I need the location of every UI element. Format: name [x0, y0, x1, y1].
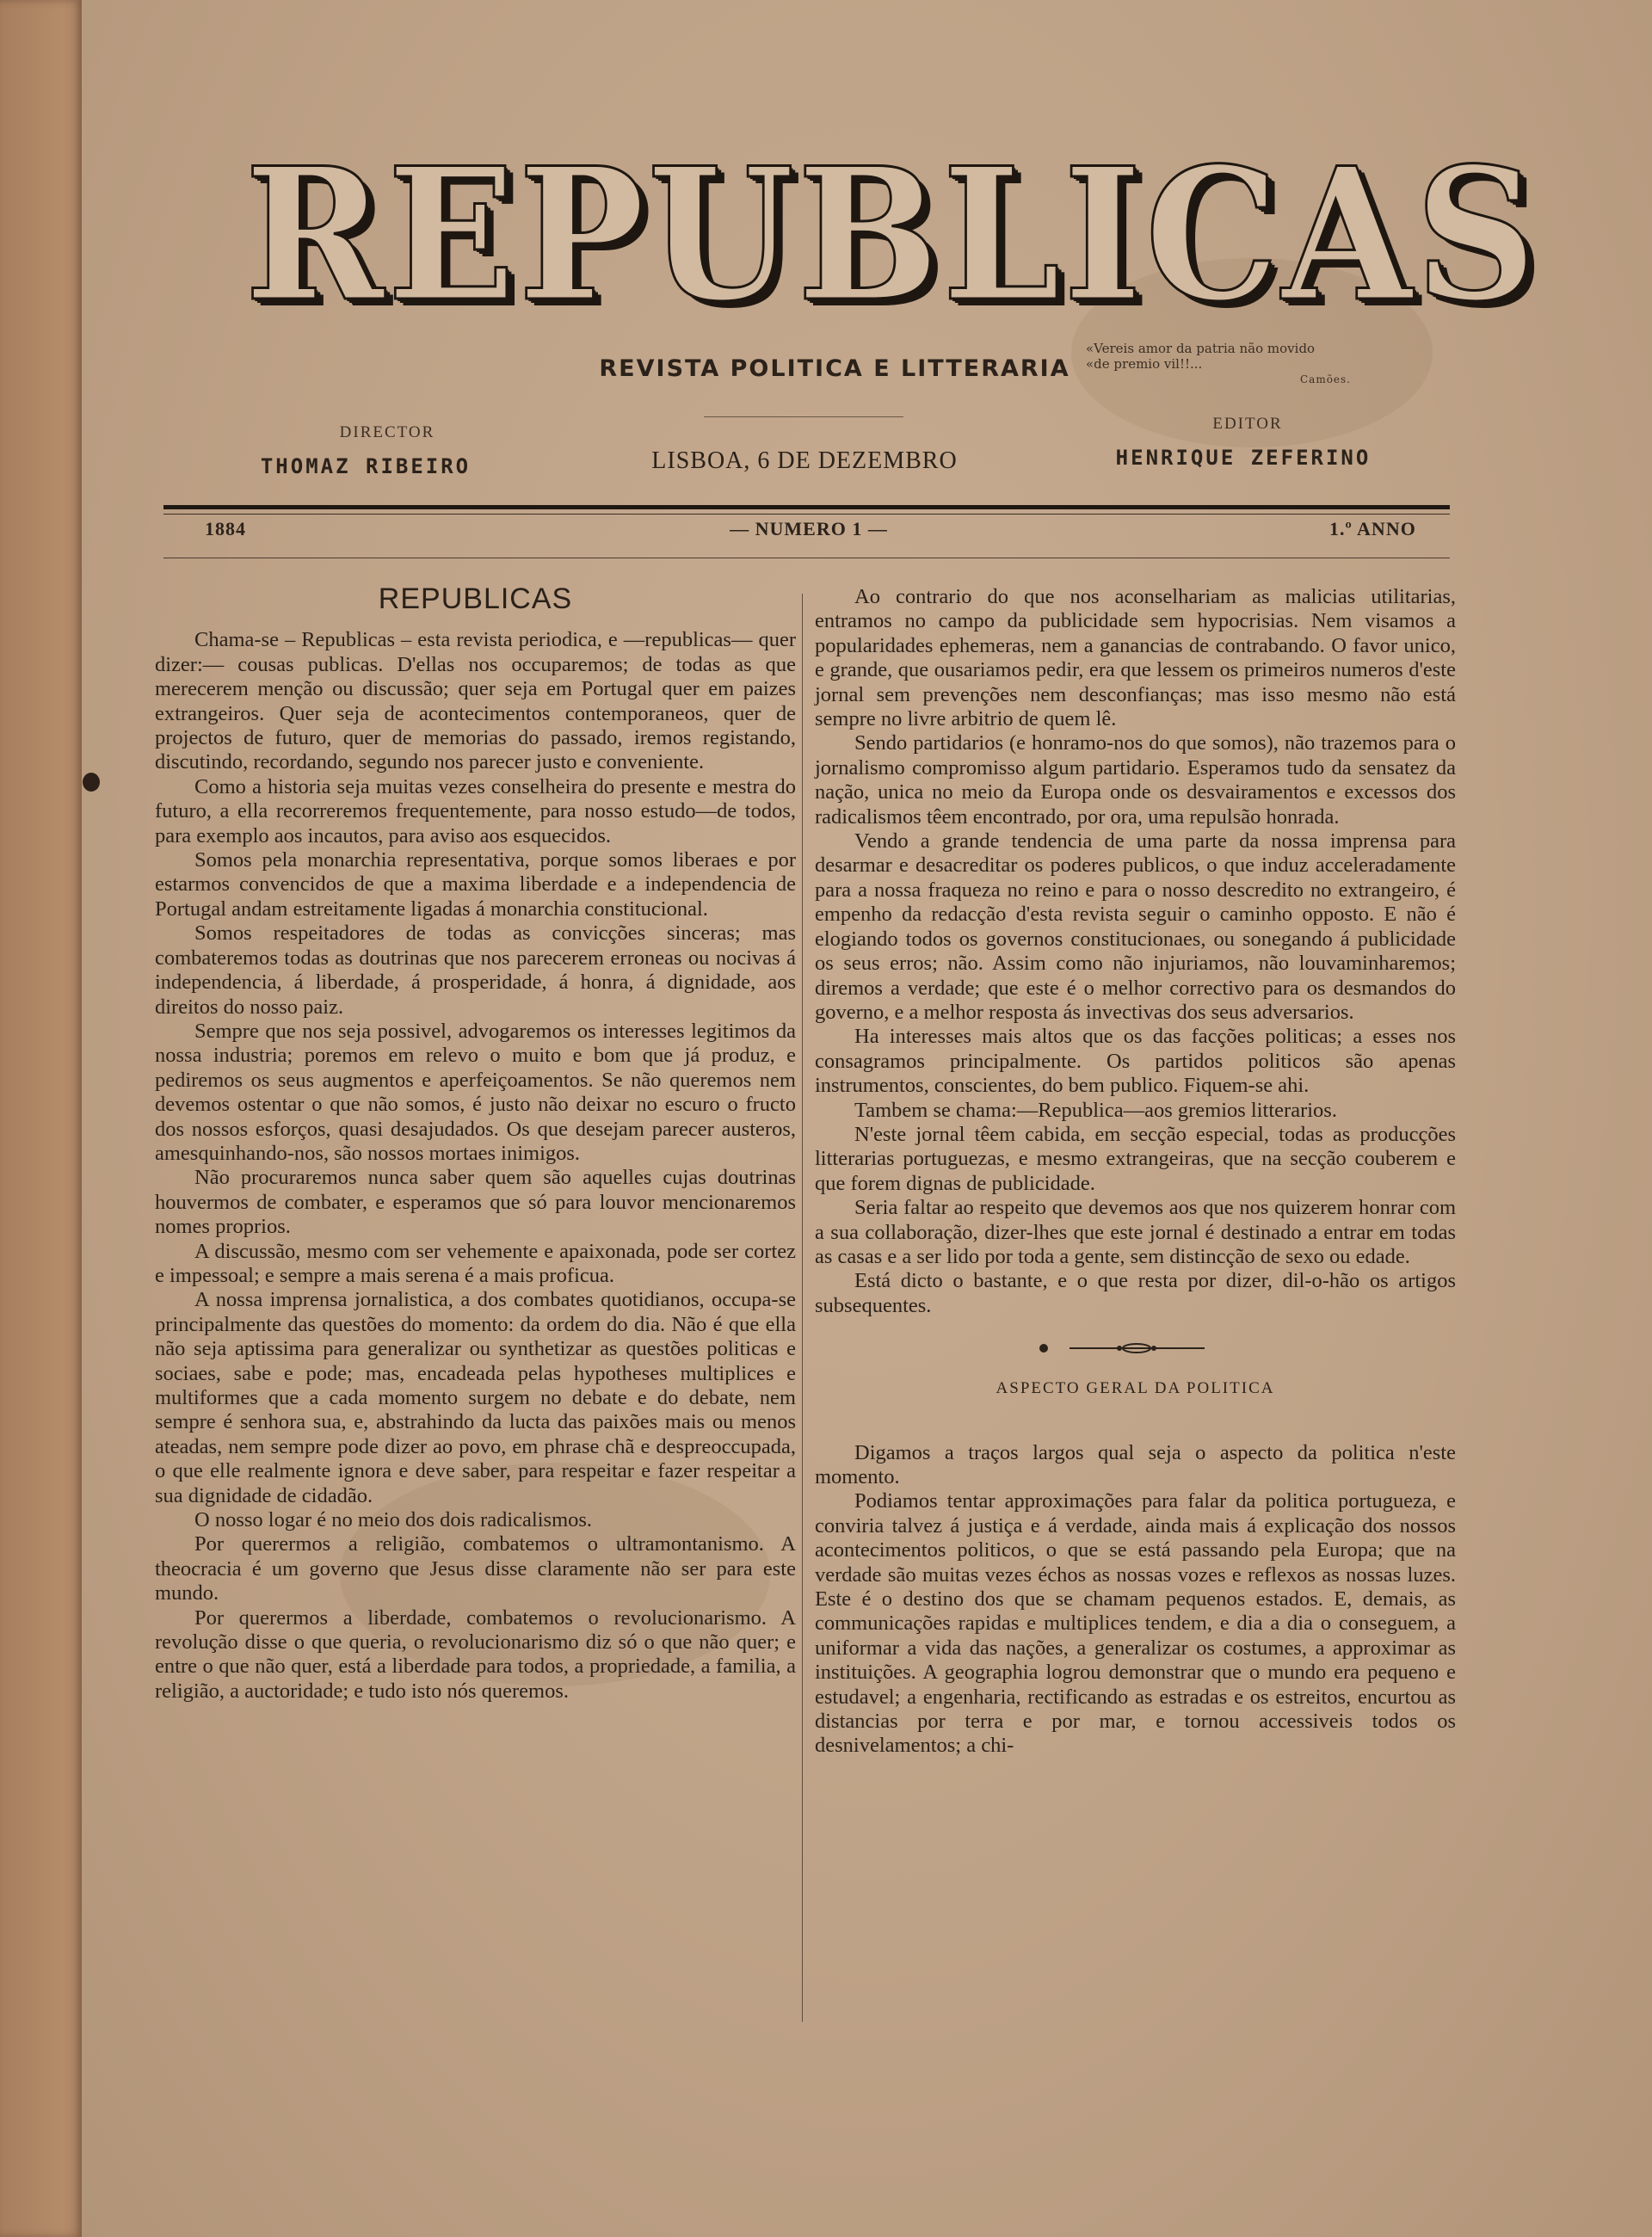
- article-paragraph: Vendo a grande tendencia de uma parte da nossa imprensa para desarmar e desacreditar os poderes publicos, o que induz acceleradamente para a nossa fraqueza no reino e para o nosso descredito no extrangeiro, é empenho da redacção d'esta revista seguir o caminho opposto. E não é elogiando todos os governos constitucionaes, ou sonegando á publicidade os seus erros; não. Assim como não injuriamos, não louvaminharemos; diremos a verdade; que este é o melhor correctivo para os desmandos do governo, e a melhor resposta ás invectivas dos seus adversarios.: [815, 829, 1456, 1024]
- article-paragraph: Por querermos a liberdade, combatemos o revolucionarismo. A revolução disse o que queria, o revolucionarismo diz só o que não quer; e entre o que não quer, está a liberdade para todos, a propriedade, a familia, a religião, a auctoridade; e tudo isto nós queremos.: [155, 1605, 796, 1703]
- header-rule-thick: [163, 505, 1450, 509]
- section-title: ASPECTO GERAL DA POLITICA: [996, 1379, 1275, 1398]
- article-paragraph: A discussão, mesmo com ser vehemente e apaixonada, pode ser cortez e impessoal; e sempre a mais serena é a mais proficua.: [155, 1239, 796, 1287]
- epigraph-line: «de premio vil!!...: [1086, 356, 1203, 372]
- header-rule-thin: [163, 514, 1450, 515]
- article-paragraph: Ha interesses mais altos que os das facções politicas; a esses nos consagramos principalmente. Os partidos politicos são apenas instrumentos, conscientes, do bem publico. Fiquem-se ahi.: [815, 1025, 1456, 1098]
- article-paragraph: Sempre que nos seja possivel, advogaremos os interesses legitimos da nossa industria; poremos em relevo o muito e bom que já produz, e pediremos os seus augmentos e aperfeiçoamentos. Se não queremos nem devemos ostentar o que não somos, é justo não deixar no escuro o fructo dos nossos esforços, quasi desajudados. Os que desejam parecer austeros, amesquinhando-nos, são nossos mortaes inimigos.: [155, 1019, 796, 1165]
- binding-hole: [83, 773, 100, 792]
- article-paragraph: Por querermos a religião, combatemos o ultramontanismo. A theocracia é um governo que Jesus disse claramente não ser para este mundo.: [155, 1532, 796, 1605]
- article-title: REPUBLICAS: [378, 582, 573, 615]
- left-column: [155, 582, 796, 1704]
- right-column: [815, 585, 1456, 1759]
- masthead-subtitle: REVISTA POLITICA E LITTERARIA: [599, 355, 1070, 382]
- editor-label: EDITOR: [1212, 415, 1283, 433]
- article-paragraph: Chama-se – Republicas – esta revista periodica, e —republicas— quer dizer:— cousas publicas. D'ellas nos occuparemos; de todas as que merecerem menção ou discussão; quer seja em Portugal quer em paizes extrangeiros. Quer seja de acontecimentos contemporaneos, quer de projectos de futuro, quer de memorias do passado, iremos registando, discutindo, recordando, segundo nos parecer justo e conveniente.: [155, 628, 796, 774]
- article-paragraph: Não procuraremos nunca saber quem são aquelles cujas doutrinas houvermos de combater, e esperamos que só para louvor mencionaremos nomes proprios.: [155, 1166, 796, 1239]
- article-paragraph: A nossa imprensa jornalistica, a dos combates quotidianos, occupa-se principalmente das questões do momento: da ordem do dia. Não é que ella não seja aptissima para generalizar ou synthetizar as questões politicas e sociaes, sabe e pode; mas, encadeada pelas hypotheses multiplices e multiformes que a cada momento surgem no debate e do debate, nem sempre é senhora sua, e, abstrahindo da lucta das paixões mais ou menos ateadas, nem sempre pode dizer ao povo, em phrase chã e despreoccupada, o que elle realmente ignora e deve saber, para respeitar e fazer respeitar a sua dignidade de cidadão.: [155, 1288, 796, 1507]
- header-divider: [704, 416, 903, 417]
- director-name: THOMAZ RIBEIRO: [260, 454, 472, 478]
- section-ornament: [815, 1339, 1456, 1358]
- article-paragraph: Seria faltar ao respeito que devemos aos que nos quizerem honrar com a sua collaboração, dizer-lhes que este jornal é destinado a entrar em todas as casas e a ser lido por toda a gente, sem distincção de sexo ou edade.: [815, 1196, 1456, 1268]
- director-label: DIRECTOR: [339, 423, 435, 441]
- article-paragraph: Somos pela monarchia representativa, porque somos liberaes e por estarmos convencidos de que a maxima liberdade e a independencia de Portugal andam estreitamente ligadas á monarchia constitucional.: [155, 848, 796, 921]
- section-paragraph: Digamos a traços largos qual seja o aspecto da politica n'este momento.: [815, 1440, 1456, 1488]
- epigraph-author: Camões.: [1299, 373, 1351, 385]
- issue-number: — NUMERO 1 —: [730, 518, 888, 539]
- article-paragraph: Ao contrario do que nos aconselhariam as malicias utilitarias, entramos no campo da publicidade sem hypocrisias. Nem visamos a popularidades ephemeras, nem a ganancias de contrabando. O favor unico, e grande, que ousariamos pedir, era que lessem os primeiros numeros d'este jornal sem prevenções nem desconfianças; mas isso mesmo não está sempre no livre arbitrio de quem lê.: [815, 585, 1456, 731]
- section-paragraph: Podiamos tentar approximações para falar da politica portugueza, e conviria talvez á justiça e á verdade, ainda mais á explicação dos nossos acontecimentos politicos, o que se está passando pela Europa; que na verdade são muitas vezes échos as nossas vozes e reflexos as nossas luzes. Este é o destino dos que se chamam pequenos estados. E, demais, as communicações rapidas e multiplices tendem, e dia a dia o conseguem, a uniformar a vida das nações, a generalizar os costumes, a approximar as instituições. A geographia logrou demonstrar que o mundo era pequeno e estudavel; a engenharia, rectificando as estradas e os estreitos, encurtou as distancias por terra e por mar, e tornou accessiveis todos os desnivelamentos; a chi-: [815, 1489, 1456, 1758]
- epigraph: [1086, 341, 1404, 387]
- column-divider: [802, 594, 803, 2022]
- article-paragraph: Sendo partidarios (e honramo-nos do que somos), não trazemos para o jornalismo compromisso algum partidario. Esperamos tudo da sensatez da nação, unica no meio da Europa onde os desvairamentos e excessos dos radicalismos têem encontrado, por ora, uma repulsão honrada.: [815, 731, 1456, 829]
- issue-year: 1884: [205, 518, 246, 539]
- article-paragraph: Tambem se chama:—Republica—aos gremios litterarios.: [854, 1098, 1337, 1122]
- ornament-icon: [1037, 1339, 1235, 1358]
- issue-volume: 1.º ANNO: [1329, 518, 1416, 539]
- epigraph-line: «Vereis amor da patria não movido: [1086, 341, 1316, 356]
- article-paragraph: O nosso logar é no meio dos dois radicalismos.: [194, 1508, 593, 1532]
- dateline: LISBOA, 6 DE DEZEMBRO: [651, 447, 958, 474]
- article-paragraph: Como a historia seja muitas vezes conselheira do presente e mestra do futuro, a ella recorreremos frequentemente, para nosso estudo—de todos, para exemplo aos incautos, para aviso aos esquecidos.: [155, 774, 796, 847]
- masthead-title: REPUBLICAS: [244, 127, 1540, 342]
- article-paragraph: Somos respeitadores de todas as convicções sinceras; mas combateremos todas as doutrinas que nos parecerem erroneas ou nocivas á independencia, á liberdade, á prosperidade, á honra, á dignidade, aos direitos do nosso paiz.: [155, 921, 796, 1019]
- article-paragraph: N'este jornal têem cabida, em secção especial, todas as producções litterarias portuguezas, e mesmo extrangeiras, que na secção couberem e que forem dignas de publicidade.: [815, 1122, 1456, 1195]
- editor-name: HENRIQUE ZEFERINO: [1115, 446, 1372, 470]
- article-paragraph: Está dicto o bastante, e o que resta por dizer, dil-o-hão os artigos subsequentes.: [815, 1269, 1456, 1317]
